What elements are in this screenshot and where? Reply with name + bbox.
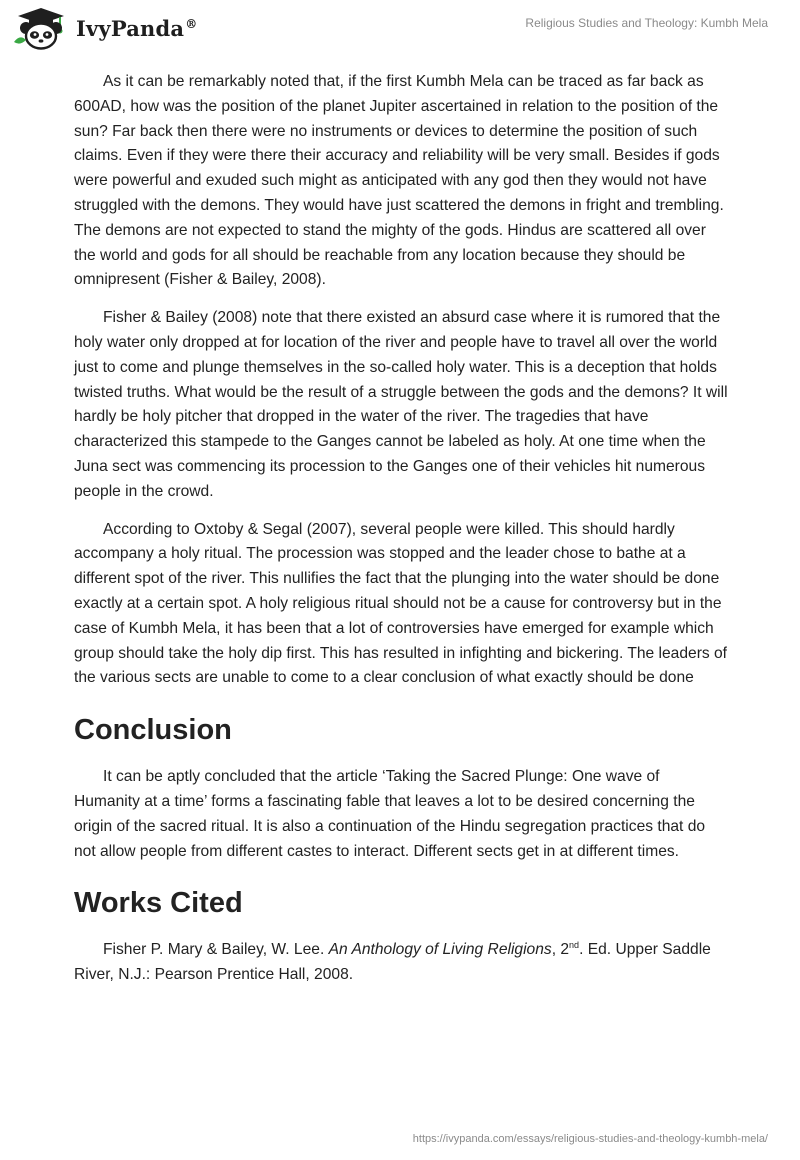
citation-publisher: . Ed. Upper Saddle River, N.J.: Pearson Prentice Hall, 2008. [74,941,711,984]
article-content [74,70,728,1001]
panda-graduation-cap-icon [12,6,70,50]
works-cited-entry [74,938,728,988]
citation-title: An Anthology of Living Religions [328,941,552,959]
conclusion-paragraph: It can be aptly concluded that the article ‘Taking the Sacred Plunge: One wave of Humanity at a time’ forms a fascinating fable that leaves a lot to be desired concerning the origin of the sacred ritual. It is also a continuation of the Hindu segregation practices that do not allow people from different castes to interact. Different sects get in at different times. [74,768,706,860]
body-paragraph-3: According to Oxtoby & Segal (2007), several people were killed. This should hardly accompany a holy ritual. The procession was stopped and the leader chose to bathe at a different spot of the river. This nullifies the fact that the plunging into the water should be done exactly at a certain spot. A holy religious ritual should not be a cause for controversy but in the case of Kumbh Mela, it has been that a lot of controversies have emerged for example which group should take the holy dip first. This has resulted in infighting and bickering. The leaders of the various sects are unable to come to a clear conclusion of what exactly should be done [74,520,728,687]
citation-edition-suffix: nd [569,940,580,951]
running-title: Religious Studies and Theology: Kumbh Mela [525,16,768,30]
body-paragraph-2: Fisher & Bailey (2008) note that there existed an absurd case where it is rumored that the holy water only dropped at for location of the river and people have to travel all over the world just to come and plunge themselves in the so-called holy water. This is a deception that holds twisted truths. What would be the result of a struggle between the gods and the demons? It will hardly be holy pitcher that dropped in the water of the river. The tragedies that have characterized this stampede to the Ganges cannot be labeled as holy. At one time when the Juna sect was commencing its procession to the Ganges one of their vehicles hit numerous people in the crowd. [74,309,728,500]
works-cited-heading: Works Cited [74,887,243,920]
citation-authors: Fisher P. Mary & Bailey, W. Lee. [103,941,329,959]
conclusion-heading: Conclusion [74,714,232,747]
citation-edition: , 2 [551,941,570,959]
brand-name: IvyPanda® [76,15,198,41]
body-paragraph-1: As it can be remarkably noted that, if the first Kumbh Mela can be traced as far back as 600AD, how was the position of the planet Jupiter ascertained in relation to the position of the sun? Far back then there were no instruments or devices to determine the position of such claims. Even if they were there their accuracy and reliability will be very small. Besides if gods were powerful and exuded such might as anticipated with any god then they would not have struggled with the demons. They would have just scattered the demons in fright and trembling. The demons are not expected to stand the mighty of the gods. Hindus are scattered all over the world and gods for all should be reachable from any location because they should be omnipresent (Fisher & Bailey, 2008). [74,73,724,289]
source-url-link[interactable]: https://ivypanda.com/essays/religious-studies-and-theology-kumbh-mela/ [412,1133,768,1145]
page-header [0,0,800,60]
ivypanda-logo[interactable] [12,6,197,50]
